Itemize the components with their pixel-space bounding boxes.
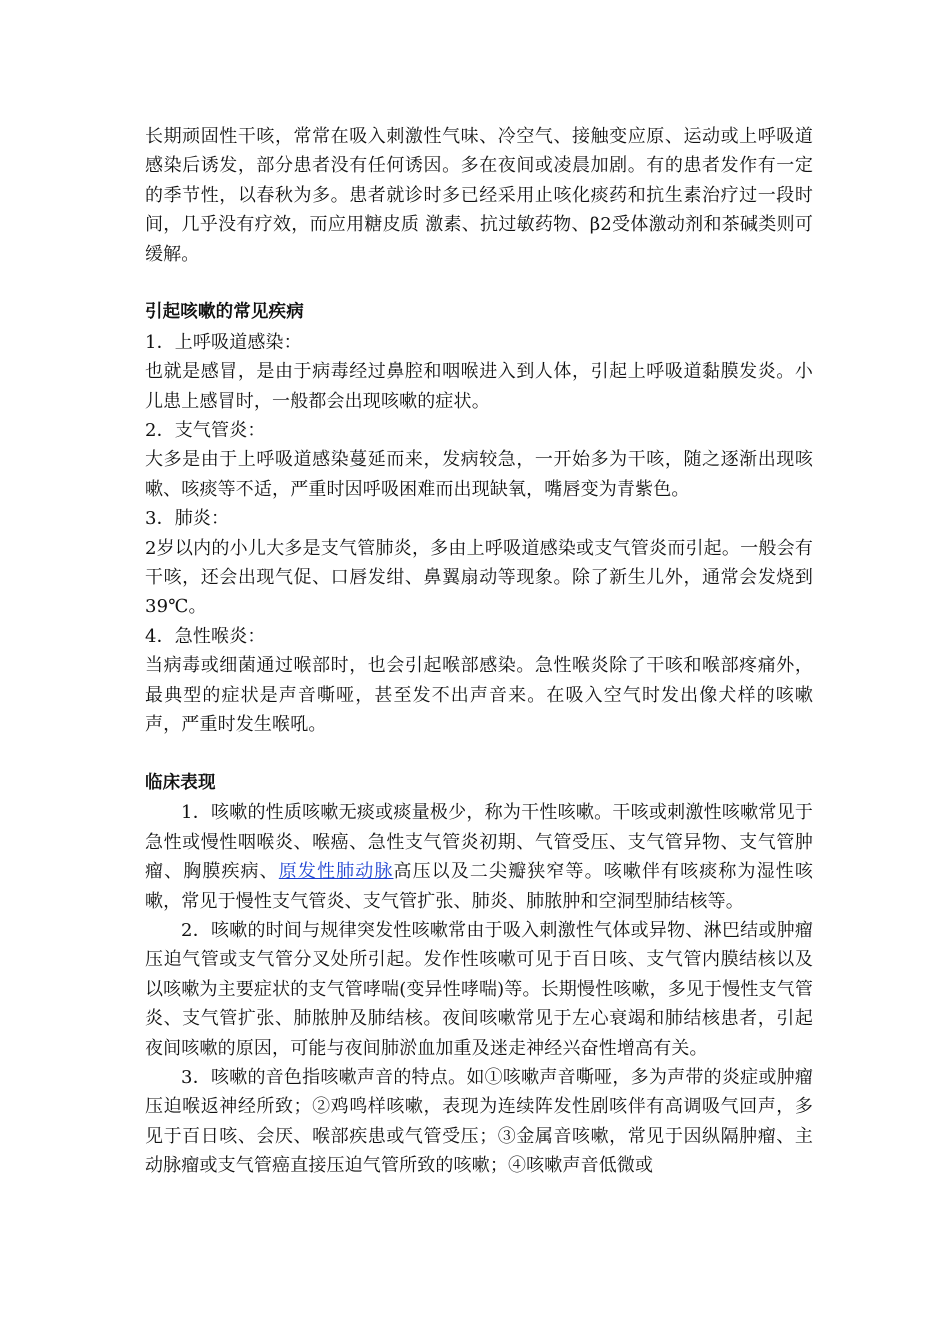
disease-title-3: 3．肺炎：: [145, 508, 230, 530]
pulmonary-artery-link[interactable]: 原发性肺动脉: [278, 861, 394, 883]
clinical-p1-before: 1．咳嗽的性质咳嗽无痰或痰量极少，称为干性咳嗽。干咳或刺激性咳嗽常见于急性或慢性咽喉炎、喉癌、急性支气管炎初期、气管受压、支气管异物、支气管肿瘤、胸膜疾病、: [145, 802, 813, 883]
disease-text-3: 2岁以内的小儿大多是支气管肺炎，多由上呼吸道感染或支气管炎而引起。一般会有干咳，还会出现气促、口唇发绀、鼻翼扇动等现象。除了新生儿外，通常会发烧到39℃。: [145, 537, 813, 618]
intro-paragraph: 长期顽固性干咳，常常在吸入刺激性气味、冷空气、接触变应原、运动或上呼吸道感染后诱发，部分患者没有任何诱因。多在夜间或凌晨加剧。有的患者发作有一定的季节性，以春秋为多。患者就诊时多已经采用止咳化痰药和抗生素治疗过一段时间，几乎没有疗效，而应用糖皮质 激素、抗过敏药物、β2受体激动剂和茶碱类则可缓解。: [145, 126, 813, 265]
clinical-p1-after: 高压以及二尖瓣狭窄等。咳嗽伴有咳痰称为湿性咳嗽，常见于慢性支气管炎、支气管扩张、肺炎、肺脓肿和空洞型肺结核等。: [145, 861, 813, 912]
clinical-paragraph-2: 2．咳嗽的时间与规律突发性咳嗽常由于吸入刺激性气体或异物、淋巴结或肿瘤压迫气管或支气管分叉处所引起。发作性咳嗽可见于百日咳、支气管内膜结核以及以咳嗽为主要症状的支气管哮喘(变异性哮喘)等。长期慢性咳嗽，多见于慢性支气管炎、支气管扩张、肺脓肿及肺结核。夜间咳嗽常见于左心衰竭和肺结核患者，引起夜间咳嗽的原因，可能与夜间肺淤血加重及迷走神经兴奋性增高有关。: [145, 919, 813, 1059]
disease-title-4: 4．急性喉炎：: [145, 625, 266, 647]
section-heading-clinical: 临床表现: [145, 772, 216, 793]
clinical-paragraph-1: [145, 798, 813, 916]
spacer: [145, 740, 813, 769]
section-heading-diseases: 引起咳嗽的常见疾病: [145, 302, 304, 323]
disease-text-1: 也就是感冒，是由于病毒经过鼻腔和咽喉进入到人体，引起上呼吸道黏膜发炎。小儿患上感冒时，一般都会出现咳嗽的症状。: [145, 361, 813, 412]
disease-title-1: 1．上呼吸道感染：: [145, 331, 302, 353]
disease-title-2: 2．支气管炎：: [145, 420, 266, 442]
clinical-paragraph-3: 3．咳嗽的音色指咳嗽声音的特点。如①咳嗽声音嘶哑，多为声带的炎症或肿瘤压迫喉返神经所致；②鸡鸣样咳嗽，表现为连续阵发性剧咳伴有高调吸气回声，多见于百日咳、会厌、喉部疾患或气管受压；③金属音咳嗽，常见于因纵隔肿瘤、主动脉瘤或支气管癌直接压迫气管所致的咳嗽；④咳嗽声音低微或: [145, 1066, 813, 1177]
spacer: [145, 269, 813, 298]
document-page: [145, 122, 813, 1181]
disease-text-4: 当病毒或细菌通过喉部时，也会引起喉部感染。急性喉炎除了干咳和喉部疼痛外，最典型的症状是声音嘶哑，甚至发不出声音来。在吸入空气时发出像犬样的咳嗽声，严重时发生喉吼。: [145, 655, 813, 736]
disease-text-2: 大多是由于上呼吸道感染蔓延而来，发病较急，一开始多为干咳，随之逐渐出现咳嗽、咳痰等不适，严重时因呼吸困难而出现缺氧，嘴唇变为青紫色。: [145, 449, 813, 500]
